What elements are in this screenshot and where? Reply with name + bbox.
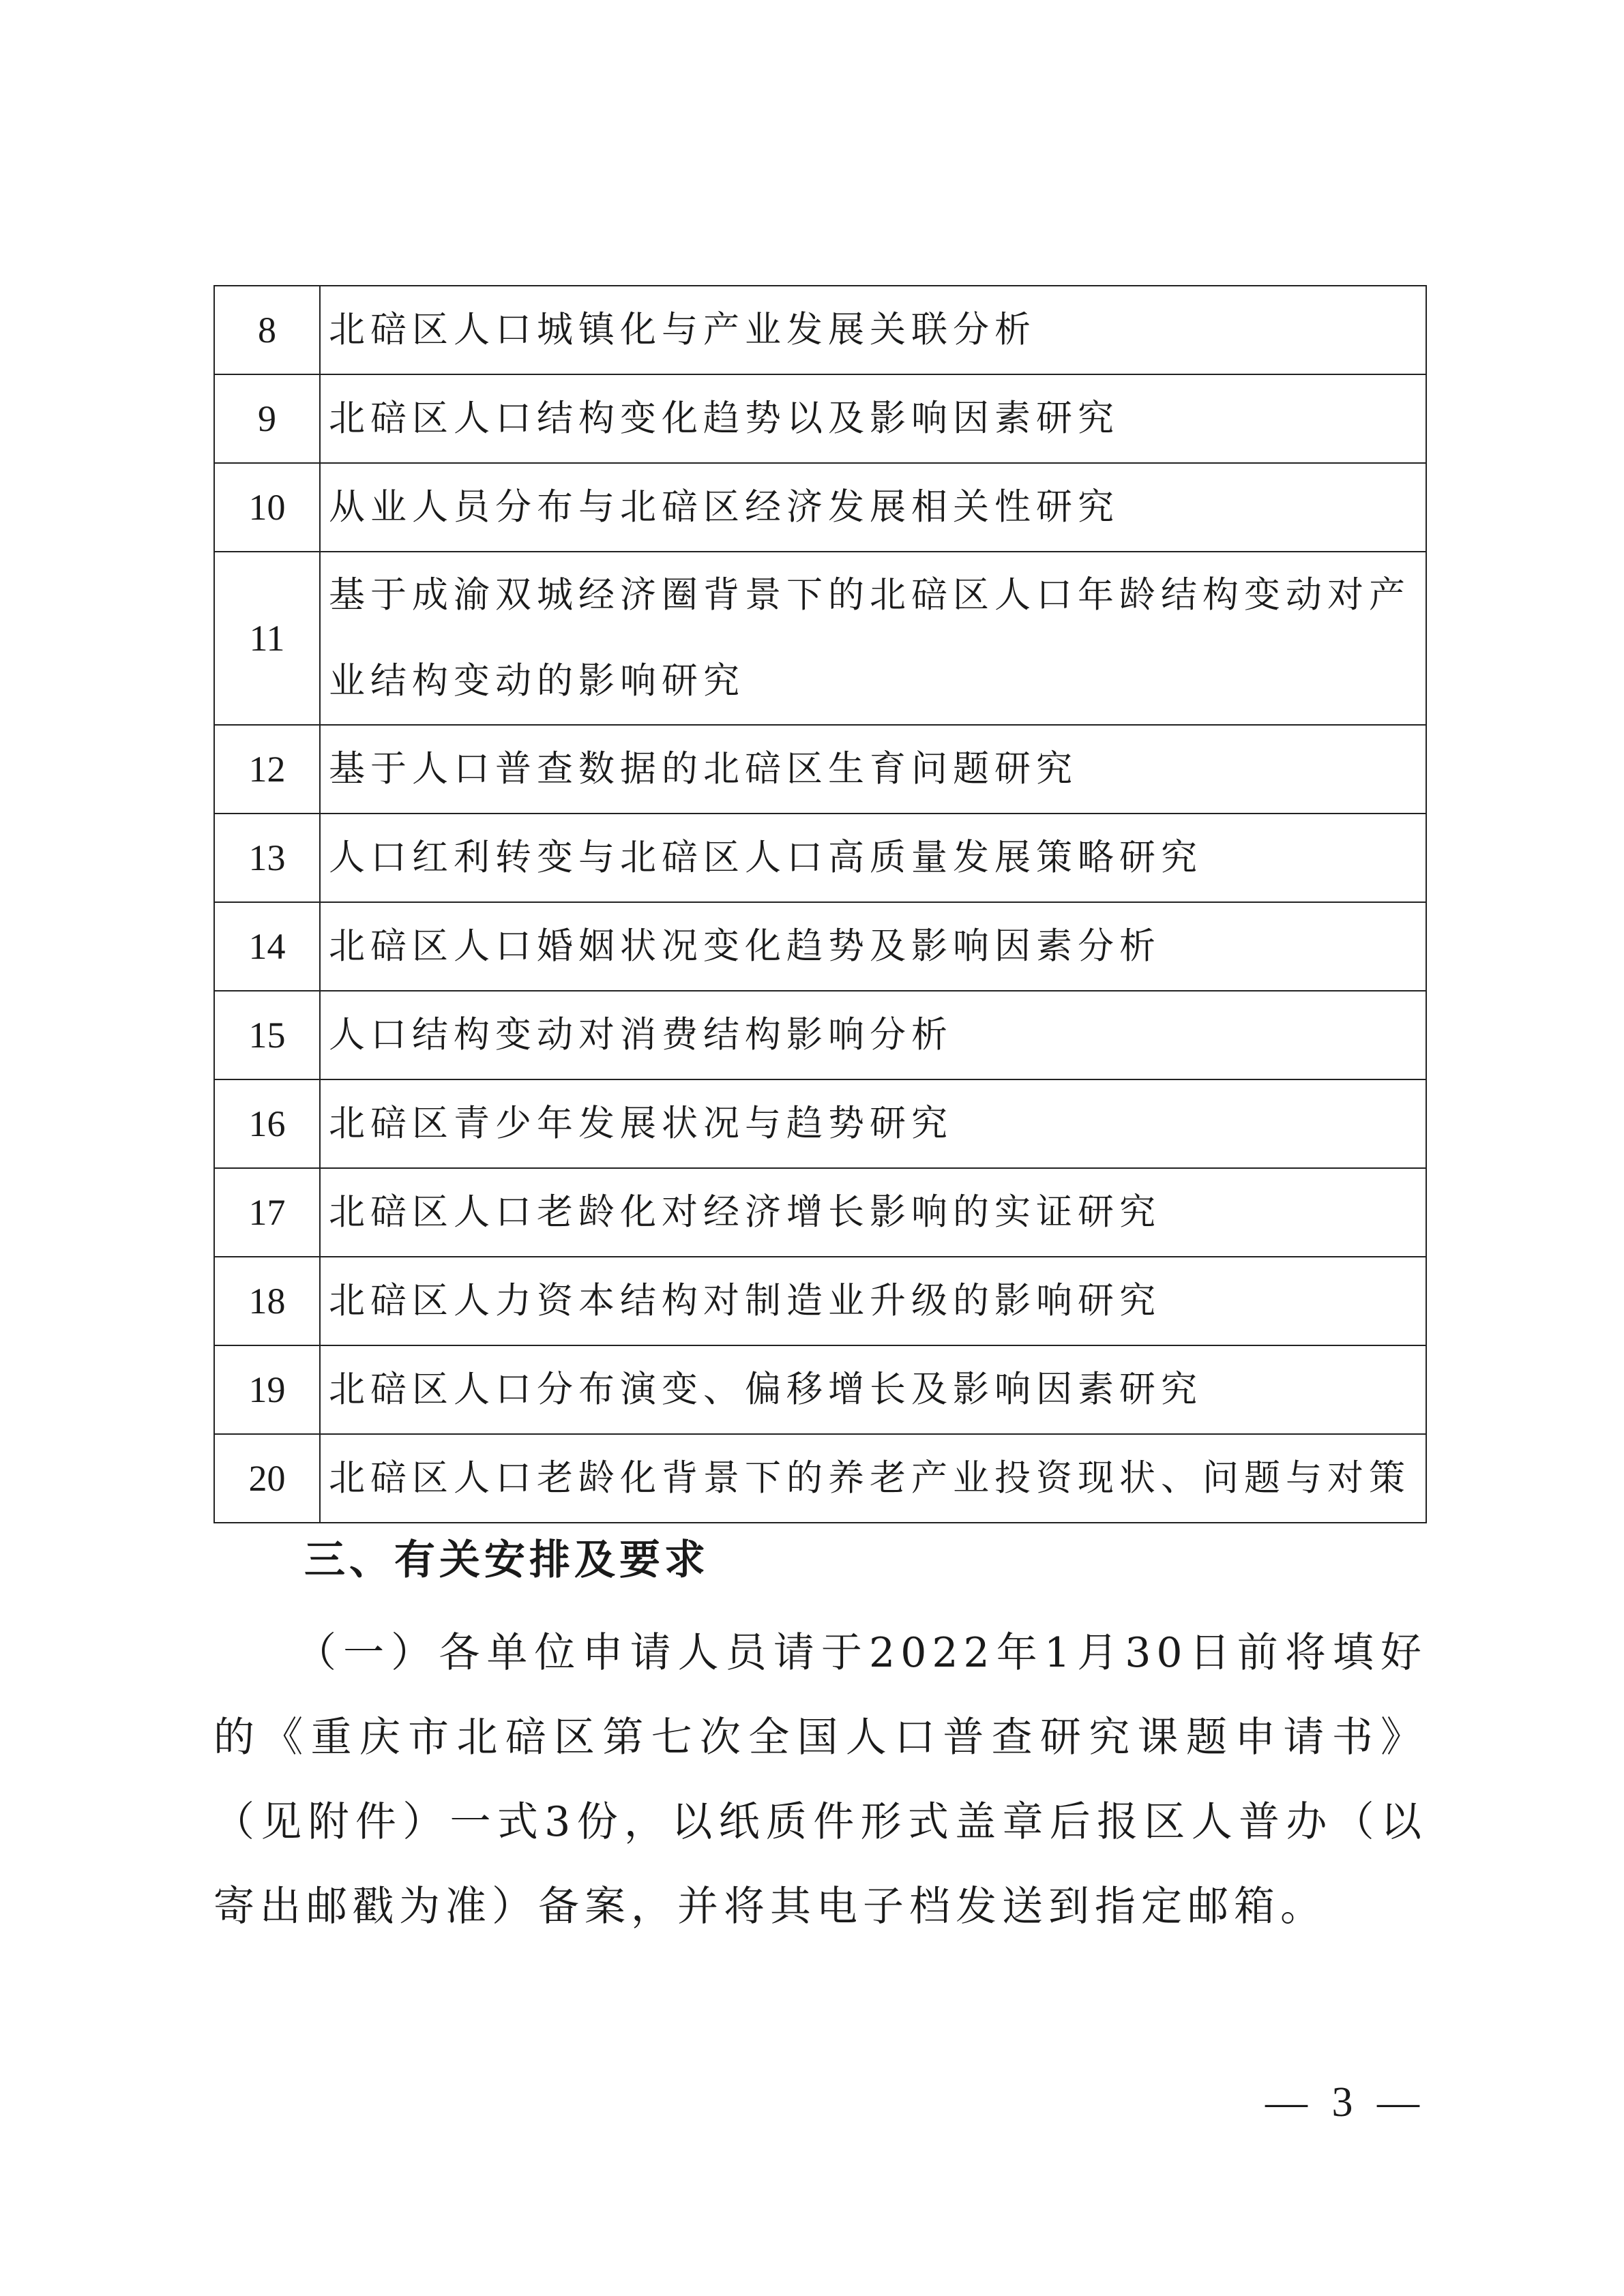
topic-number: 9 <box>214 374 320 463</box>
topic-number: 16 <box>214 1079 320 1168</box>
table-row <box>214 1434 1426 1523</box>
table-row <box>214 1079 1426 1168</box>
topic-title: 基于人口普查数据的北碚区生育问题研究 <box>320 725 1426 814</box>
topic-number: 19 <box>214 1345 320 1434</box>
topic-number: 12 <box>214 725 320 814</box>
topic-number: 8 <box>214 286 320 374</box>
page-number: — 3 — <box>1265 2079 1426 2126</box>
topic-title: 北碚区人口结构变化趋势以及影响因素研究 <box>320 374 1426 463</box>
table-row <box>214 991 1426 1079</box>
table-row <box>214 902 1426 991</box>
topic-number: 10 <box>214 463 320 552</box>
topic-title: 北碚区人口老龄化对经济增长影响的实证研究 <box>320 1168 1426 1257</box>
topic-title: 从业人员分布与北碚区经济发展相关性研究 <box>320 463 1426 552</box>
topic-number: 18 <box>214 1257 320 1345</box>
research-topics-table <box>213 285 1427 1523</box>
table-row <box>214 1168 1426 1257</box>
table-row <box>214 725 1426 814</box>
topic-number: 11 <box>214 552 320 725</box>
topic-title: 北碚区青少年发展状况与趋势研究 <box>320 1079 1426 1168</box>
topic-number: 17 <box>214 1168 320 1257</box>
table-row <box>214 1345 1426 1434</box>
topic-number: 20 <box>214 1434 320 1523</box>
topic-title: 人口结构变动对消费结构影响分析 <box>320 991 1426 1079</box>
table-row <box>214 463 1426 552</box>
topic-title: 北碚区人口老龄化背景下的养老产业投资现状、问题与对策 <box>320 1434 1426 1523</box>
topic-number: 15 <box>214 991 320 1079</box>
topic-number: 14 <box>214 902 320 991</box>
topic-title: 基于成渝双城经济圈背景下的北碚区人口年龄结构变动对产业结构变动的影响研究 <box>320 552 1426 725</box>
table-row <box>214 814 1426 902</box>
topic-title: 北碚区人口婚姻状况变化趋势及影响因素分析 <box>320 902 1426 991</box>
table-row <box>214 552 1426 725</box>
table-row <box>214 1257 1426 1345</box>
table-row <box>214 374 1426 463</box>
table-row <box>214 286 1426 374</box>
topic-number: 13 <box>214 814 320 902</box>
section-heading: 三、有关安排及要求 <box>304 1536 709 1584</box>
topic-title: 北碚区人口分布演变、偏移增长及影响因素研究 <box>320 1345 1426 1434</box>
topic-title: 北碚区人口城镇化与产业发展关联分析 <box>320 286 1426 374</box>
requirements-paragraph: （一）各单位申请人员请于2022年1月30日前将填好的《重庆市北碚区第七次全国人口普查研究课题申请书》（见附件）一式3份，以纸质件形式盖章后报区人普办（以寄出邮戳为准）备案，并将其电子档发送到指定邮箱。 <box>213 1629 1427 1930</box>
topic-title: 北碚区人力资本结构对制造业升级的影响研究 <box>320 1257 1426 1345</box>
topic-title: 人口红利转变与北碚区人口高质量发展策略研究 <box>320 814 1426 902</box>
